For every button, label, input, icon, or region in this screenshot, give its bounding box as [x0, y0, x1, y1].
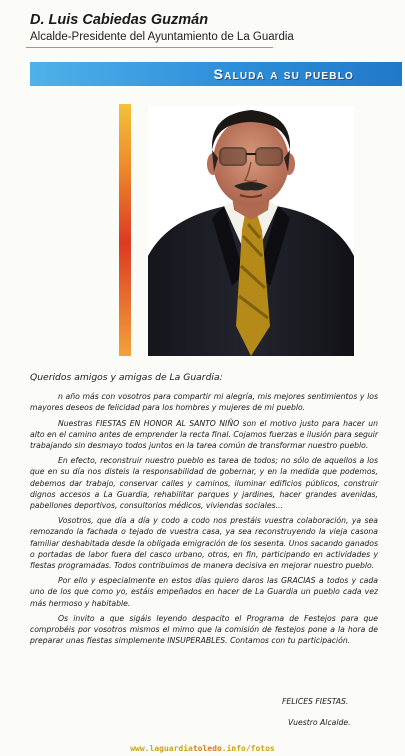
letter-paragraph: Vosotros, que día a día y codo a codo nos prestáis vuestra colaboración, ya sea remozando la fachada o tejado de vuestra casa, ya sea reconstruyendo la vieja casona familiar deshabitada desde la obligada emigración de los sesenta. Unos sacando ganados o portadas de labor fuera del casco urbano, otros, en fin, participando en actividades y fiestas programadas. Todos contribuimos de manera decisiva en mejorar nuestro pueblo. — [30, 516, 378, 571]
footer-url-prefix: www.laguardia — [130, 744, 193, 753]
footer-url-highlight: toledo — [192, 744, 222, 753]
author-name: D. Luis Cabiedas Guzmán — [30, 12, 209, 28]
letter-paragraph: n año más con vosotros para compartir mi alegría, mis mejores sentimientos y los mayores deseos de felicidad para los hombres y mujeres de mi pueblo. — [30, 392, 378, 413]
letter-paragraph: Nuestras FIESTAS EN HONOR AL SANTO NIÑO son el motivo justo para hacer un alto en el camino antes de emprender la recta final. Cojamos fuerzas e ilusión para seguir trabajando sin desmayo todos juntos en la tarea común de transformar nuestro pueblo. — [30, 418, 378, 451]
mayor-portrait — [148, 106, 354, 356]
letter-greeting: Queridos amigos y amigas de La Guardia: — [30, 372, 223, 383]
portrait-illustration — [148, 106, 354, 356]
title-underline — [26, 47, 273, 48]
letter-paragraph: En efecto, reconstruir nuestro pueblo es tarea de todos; no sólo de aquellos a los que en su día nos disteis la responsabilidad de gobernar, y en la medida que podemos, debemos dar trabajo, conservar calles y caminos, iluminar edificios públicos, construir dignos accesos a La Guardia, rehabilitar parques y jardines, hacer grandes avenidas, pabellones deportivos, consultorios médicos, viviendas sociales... — [30, 456, 378, 511]
footer-url[interactable] — [0, 744, 405, 753]
banner-title: Saluda a su pueblo — [213, 66, 354, 82]
letter-paragraph: Os invito a que sigáis leyendo despacito el Programa de Festejos para que comprobéis por vosotros mismos el mimo que la comisión de festejos pone a la hora de preparar unas fiestas simplemente INSUPERABLES. Contamos con tu participación. — [30, 613, 378, 646]
letter-signature: Vuestro Alcalde. — [288, 718, 351, 727]
letter-paragraph: Por ello y especialmente en estos días quiero daros las GRACIAS a todos y cada uno de los que como yo, estáis empeñados en hacer de La Guardia un pueblo cada vez más hermoso y habitable. — [30, 576, 378, 608]
author-title: Alcalde-Presidente del Ayuntamiento de La Guardia — [30, 31, 294, 43]
decorative-color-bar — [119, 104, 131, 356]
letter-body — [30, 372, 378, 650]
footer-url-suffix: .info/fotos — [221, 744, 275, 753]
section-banner — [30, 62, 402, 86]
letter-closing: FELICES FIESTAS. — [282, 697, 349, 706]
